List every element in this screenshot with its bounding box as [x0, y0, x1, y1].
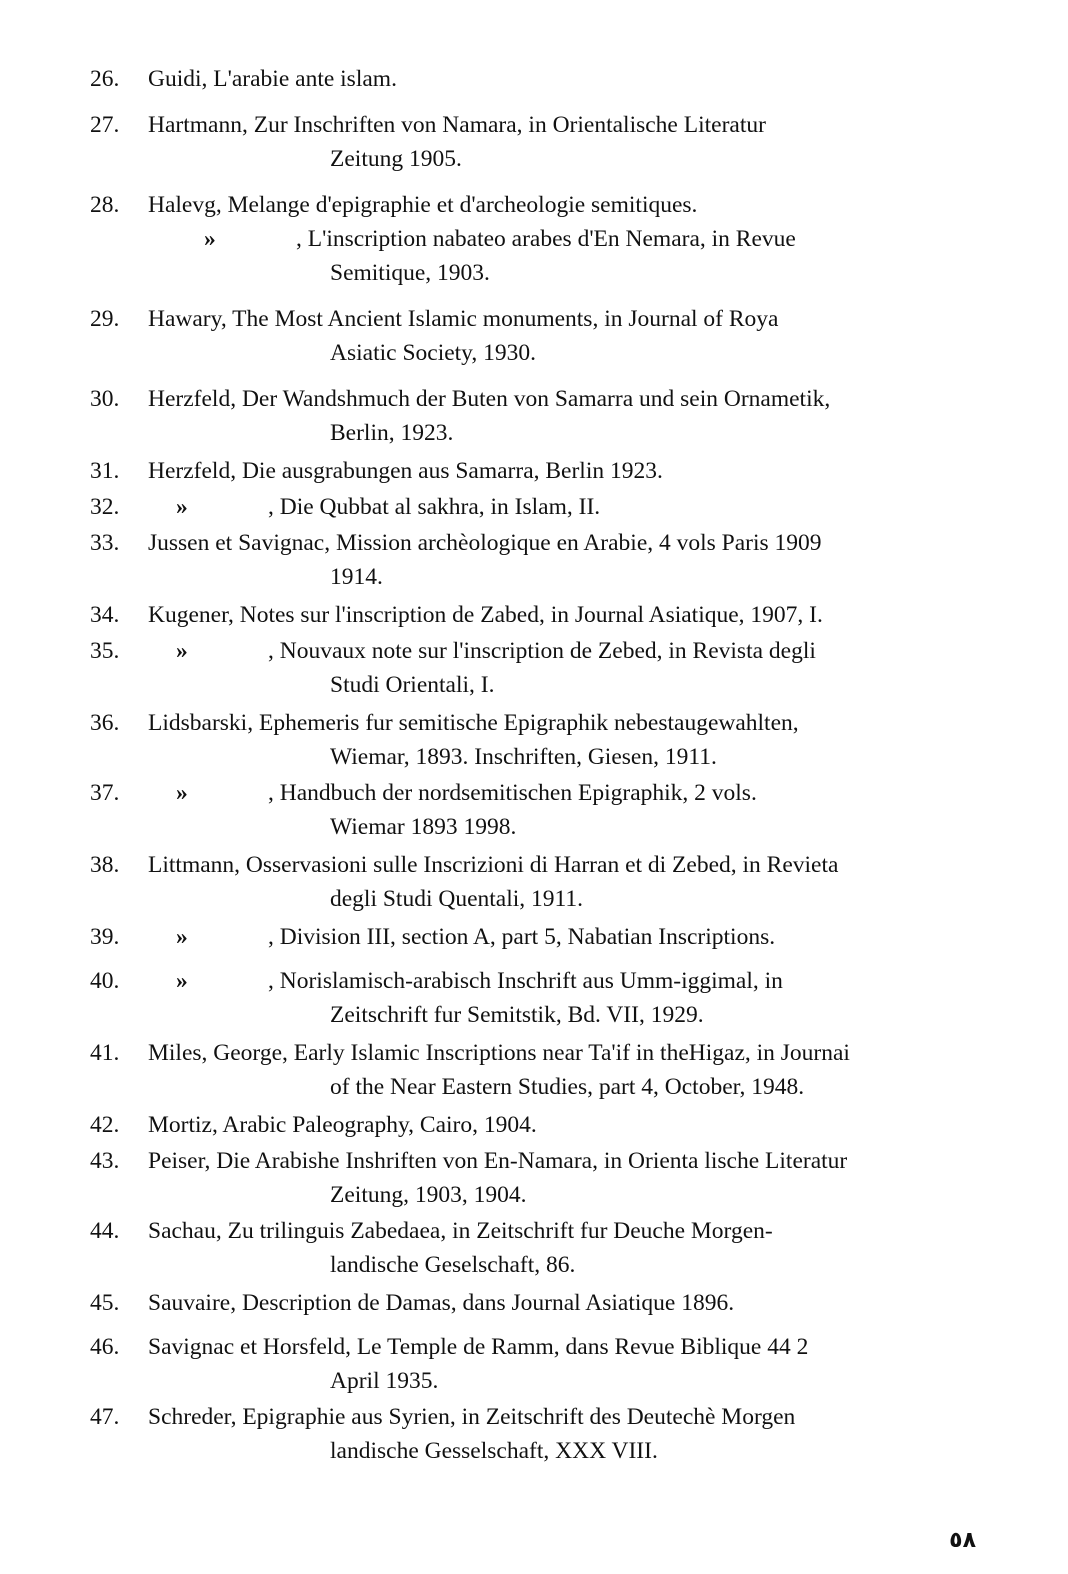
entry-42 — [90, 1108, 980, 1142]
ditto-mark: » — [176, 968, 188, 994]
entry-33 — [90, 526, 980, 594]
entry-continuation: Studi Orientali, I. — [330, 672, 495, 698]
entry-text: Sauvaire, Description de Damas, dans Journal Asiatique 1896. — [148, 1290, 735, 1316]
entry-sub-line — [90, 222, 980, 256]
entry-text: Lidsbarski, Ephemeris fur semitische Epigraphik nebestaugewahlten, — [148, 710, 799, 736]
entry-number: 31. — [90, 458, 120, 484]
entry-continuation: Semitique, 1903. — [330, 260, 490, 286]
entry-text: , Division III, section A, part 5, Nabatian Inscriptions. — [268, 924, 776, 950]
entry-text: Hartmann, Zur Inschriften von Namara, in Orientalische Literatur — [148, 112, 766, 138]
page-number: ٥٨ — [949, 1528, 976, 1553]
entry-number: 45. — [90, 1290, 120, 1316]
entry-continuation: landische Gesselschaft, XXX VIII. — [330, 1438, 658, 1464]
entry-45 — [90, 1286, 980, 1320]
entry-text: Miles, George, Early Islamic Inscriptions near Ta'if in theHigaz, in Journai — [148, 1040, 850, 1066]
entry-text: , L'inscription nabateo arabes d'En Nemara, in Revue — [296, 226, 796, 252]
entry-37 — [90, 776, 980, 844]
entry-text: Herzfeld, Der Wandshmuch der Buten von Samarra und sein Ornametik, — [148, 386, 831, 412]
entry-41 — [90, 1036, 980, 1104]
entry-number: 29. — [90, 306, 120, 332]
entry-number: 37. — [90, 780, 120, 806]
entry-continuation: Wiemar 1893 1998. — [330, 814, 517, 840]
entry-number: 27. — [90, 112, 120, 138]
entry-text: Littmann, Osservasioni sulle Inscrizioni di Harran et di Zebed, in Revieta — [148, 852, 839, 878]
entry-number: 42. — [90, 1112, 120, 1138]
ditto-mark: » — [176, 638, 188, 664]
entry-continuation: of the Near Eastern Studies, part 4, October, 1948. — [330, 1074, 805, 1100]
entry-number: 38. — [90, 852, 120, 878]
entry-number: 40. — [90, 968, 120, 994]
ditto-mark: » — [176, 494, 188, 520]
entry-continuation: Asiatic Society, 1930. — [330, 340, 537, 366]
entry-32 — [90, 490, 980, 524]
entry-number: 39. — [90, 924, 120, 950]
entry-44 — [90, 1214, 980, 1282]
ditto-mark: » — [204, 226, 216, 252]
entry-number: 46. — [90, 1334, 120, 1360]
entry-number: 41. — [90, 1040, 120, 1066]
entry-number: 43. — [90, 1148, 120, 1174]
entry-text: Savignac et Horsfeld, Le Temple de Ramm, dans Revue Biblique 44 2 — [148, 1334, 809, 1360]
entry-number: 28. — [90, 192, 120, 218]
entry-continuation: 1914. — [330, 564, 383, 590]
entry-40 — [90, 964, 980, 1032]
ditto-mark: » — [176, 924, 188, 950]
entry-29 — [90, 302, 980, 370]
entry-text: , Handbuch der nordsemitischen Epigraphik, 2 vols. — [268, 780, 757, 806]
entry-continuation: landische Geselschaft, 86. — [330, 1252, 576, 1278]
entry-39 — [90, 920, 980, 954]
entry-text: Schreder, Epigraphie aus Syrien, in Zeitschrift des Deutechè Morgen — [148, 1404, 796, 1430]
entry-31 — [90, 454, 980, 488]
entry-text: , Nouvaux note sur l'inscription de Zebed, in Revista degli — [268, 638, 816, 664]
entry-34 — [90, 598, 980, 632]
entry-text: , Die Qubbat al sakhra, in Islam, II. — [268, 494, 601, 520]
entry-number: 44. — [90, 1218, 120, 1244]
entry-text: Jussen et Savignac, Mission archèologique en Arabie, 4 vols Paris 1909 — [148, 530, 822, 556]
entry-30 — [90, 382, 980, 450]
entry-number: 32. — [90, 494, 120, 520]
entry-continuation: Zeitung, 1903, 1904. — [330, 1182, 527, 1208]
entry-text: Sachau, Zu trilinguis Zabedaea, in Zeitschrift fur Deuche Morgen- — [148, 1218, 773, 1244]
entry-text: Mortiz, Arabic Paleography, Cairo, 1904. — [148, 1112, 537, 1138]
entry-number: 36. — [90, 710, 120, 736]
entry-26 — [90, 62, 980, 96]
entry-continuation: Wiemar, 1893. Inschriften, Giesen, 1911. — [330, 744, 717, 770]
entry-35 — [90, 634, 980, 702]
entry-text: Guidi, L'arabie ante islam. — [148, 66, 397, 92]
entry-number: 35. — [90, 638, 120, 664]
ditto-mark: » — [176, 780, 188, 806]
entry-43 — [90, 1144, 980, 1212]
entry-continuation: Zeitung 1905. — [330, 146, 462, 172]
entry-text: Herzfeld, Die ausgrabungen aus Samarra, Berlin 1923. — [148, 458, 663, 484]
entry-text: Peiser, Die Arabishe Inshriften von En-Namara, in Orienta lische Literatur — [148, 1148, 848, 1174]
entry-continuation: April 1935. — [330, 1368, 439, 1394]
entry-28 — [90, 188, 980, 290]
entry-46 — [90, 1330, 980, 1398]
entry-number: 34. — [90, 602, 120, 628]
entry-continuation: Berlin, 1923. — [330, 420, 454, 446]
entry-38 — [90, 848, 980, 916]
entry-36 — [90, 706, 980, 774]
entry-text: Hawary, The Most Ancient Islamic monuments, in Journal of Roya — [148, 306, 779, 332]
entry-47 — [90, 1400, 980, 1468]
entry-number: 47. — [90, 1404, 120, 1430]
entry-number: 26. — [90, 66, 120, 92]
entry-text: Kugener, Notes sur l'inscription de Zabed, in Journal Asiatique, 1907, I. — [148, 602, 823, 628]
entry-number: 33. — [90, 530, 120, 556]
entry-text: Halevg, Melange d'epigraphie et d'archeologie semitiques. — [148, 192, 698, 218]
entry-27 — [90, 108, 980, 176]
entry-number: 30. — [90, 386, 120, 412]
entry-continuation: degli Studi Quentali, 1911. — [330, 886, 584, 912]
entry-text: , Norislamisch-arabisch Inschrift aus Umm-iggimal, in — [268, 968, 783, 994]
entry-continuation: Zeitschrift fur Semitstik, Bd. VII, 1929. — [330, 1002, 704, 1028]
